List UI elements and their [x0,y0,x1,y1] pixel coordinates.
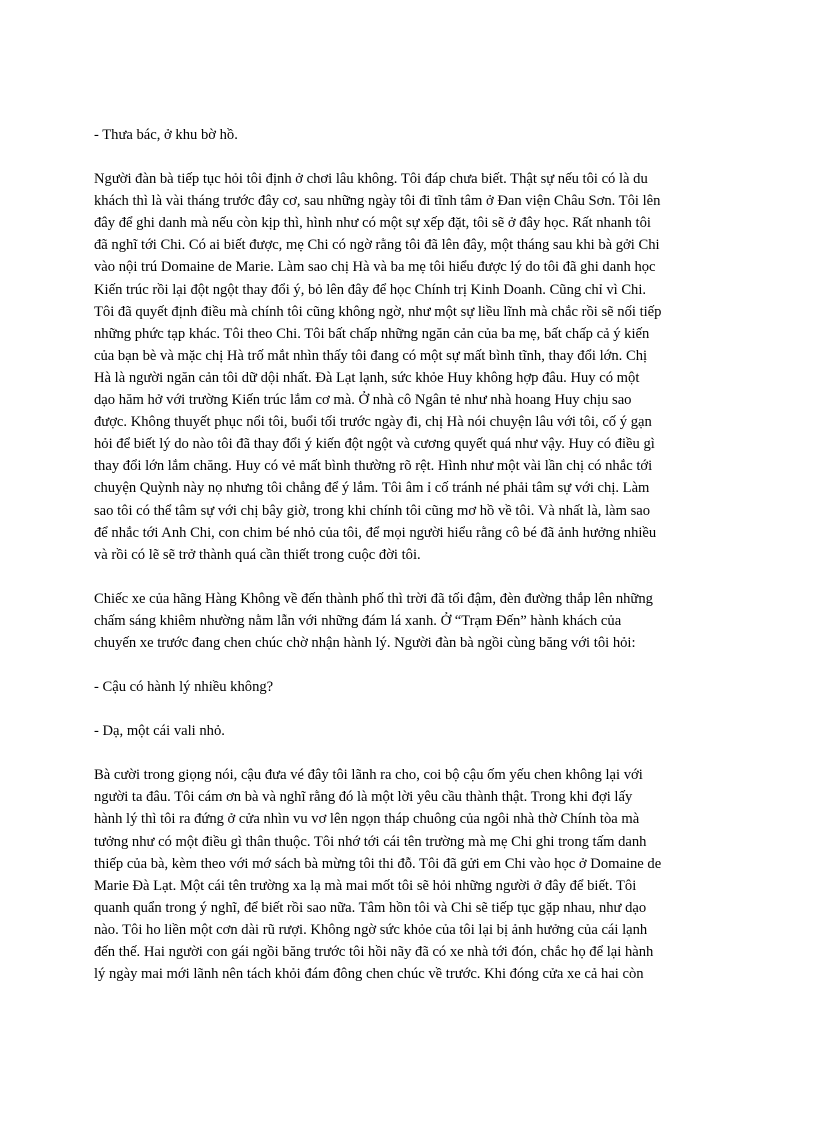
text-line: Marie Đà Lạt. Một cái tên trường xa lạ mà mai mốt tôi sẽ hỏi những người ở đây để biết. Tôi [94,877,637,894]
text-line: những phức tạp khác. Tôi theo Chi. Tôi bất chấp những ngăn cản của ba mẹ, bất chấp cả ý kiến [94,325,650,342]
text-line: và rồi có lẽ sẽ trở thành quá cần thiết trong cuộc đời tôi. [94,546,421,563]
paragraph [94,588,724,654]
text-line: Kiến trúc rồi lại đột ngột thay đổi ý, bỏ lên đây để học Chính trị Kinh Doanh. Cũng chỉ vì Chi. [94,281,647,298]
text-line: chấm sáng khiêm nhường nằm lẫn với những đám lá xanh. Ở “Trạm Đến” hành khách của [94,612,622,629]
text-line: chuyến xe trước đang chen chúc chờ nhận hành lý. Người đàn bà ngồi cùng băng với tôi hỏi: [94,634,636,651]
paragraph [94,168,724,566]
text-line: - Cậu có hành lý nhiều không? [94,679,274,696]
text-line: thay đổi lớn lắm chăng. Huy có vẻ mất bình thường rõ rệt. Hình như một vài lần chị có nhắc tới [94,458,653,475]
paragraph-gap [94,566,724,588]
text-line: Hà là người ngăn cản tôi dữ dội nhất. Đà Lạt lạnh, sức khỏe Huy không hợp đâu. Huy có một [94,369,640,386]
text-line: đây để ghi danh mà nếu còn kịp thì, hình như có một sự xếp đặt, tôi sẽ ở đây học. Rất nhanh tôi [94,215,651,232]
paragraph-gap [94,698,724,720]
paragraph-gap [94,742,724,764]
text-line: vào nội trú Domaine de Marie. Làm sao chị Hà và ba mẹ tôi hiểu được lý do tôi đã ghi danh học [94,259,656,276]
paragraph-gap [94,654,724,676]
text-line: - Thưa bác, ở khu bờ hồ. [94,127,238,143]
text-line: người ta đâu. Tôi cám ơn bà và nghĩ rằng đó là một lời yêu cầu thành thật. Trong khi đợi lấy [94,789,633,806]
paragraph [94,764,724,985]
text-line: thiếp của bà, kèm theo với mớ sách bà mừng tôi thi đỗ. Tôi đã gửi em Chi vào học ở Domaine de [94,855,662,872]
paragraph-gap [94,146,724,168]
text-line: được. Không thuyết phục nổi tôi, buổi tối trước ngày đi, chị Hà nói chuyện lâu với tôi, cố ý gạn [94,414,652,431]
text-line: chuyện Quỳnh này nọ nhưng tôi chẳng để ý lắm. Tôi âm ỉ cố tránh né phải tâm sự với chị. Làm [94,480,650,497]
text-line: lý ngày mai mới lãnh nên tách khỏi đám đông chen chúc về trước. Khi đóng cửa xe cả hai còn [94,966,644,983]
text-line: khách thì là vài tháng trước đây cơ, sau những ngày tôi đi tĩnh tâm ở Đan viện Châu Sơn. Tôi lên [94,193,661,210]
text-line: hỏi để biết lý do nào tôi đã thay đổi ý kiến đột ngột và cương quyết quá như vậy. Huy có điều gì [94,436,655,453]
text-line: Tôi đã quyết định điều mà chính tôi cũng không ngờ, như một sự liều lĩnh mà chắc rồi sẽ nối tiếp [94,303,662,320]
text-line: của bạn bè và mặc chị Hà trố mắt nhìn thấy tôi đang có một sự mất bình tĩnh, thay đổi lớn. Chị [94,347,648,364]
text-line: - Dạ, một cái vali nhỏ. [94,723,225,740]
text-line: sao tôi có thể tâm sự với chị bây giờ, trong khi chính tôi cũng mơ hồ về tôi. Và nhất là, làm sao [94,502,651,519]
text-line: Bà cười trong giọng nói, cậu đưa vé đây tôi lãnh ra cho, coi bộ cậu ốm yếu chen không lại với [94,767,643,784]
paragraph [94,124,724,146]
text-line: Chiếc xe của hãng Hàng Không về đến thành phố thì trời đã tối đậm, đèn đường thắp lên những [94,590,653,607]
paragraph [94,720,724,742]
text-line: để nhắc tới Anh Chi, con chim bé nhỏ của tôi, để mọi người hiểu rằng cô bé đã ảnh hưởng nhiều [94,524,657,541]
document-body [94,124,724,985]
text-line: đã nghĩ tới Chi. Có ai biết được, mẹ Chi có ngờ rằng tôi đã lên đây, một tháng sau khi bà gởi Chi [94,237,660,254]
text-line: tưởng như có một điều gì thân thuộc. Tôi nhớ tới cái tên trường mà mẹ Chi ghi trong tấm danh [94,833,647,850]
text-line: nào. Tôi ho liền một cơn dài rũ rượi. Không ngờ sức khỏe của tôi lại bị ảnh hưởng của cái lạnh [94,921,648,938]
text-line: dạo hăm hở với trường Kiến trúc lắm cơ mà. Ở nhà cô Ngân tẻ như nhà hoang Huy chịu sao [94,392,632,409]
paragraph [94,676,724,698]
text-line: hành lý thì tôi ra đứng ở cửa nhìn vu vơ lên ngọn tháp chuông của ngôi nhà thờ Chính tòa mà [94,811,640,828]
text-line: đến thế. Hai người con gái ngồi băng trước tôi hồi nãy đã có xe nhà tới đón, chắc họ để lại hành [94,944,654,960]
text-line: Người đàn bà tiếp tục hỏi tôi định ở chơi lâu không. Tôi đáp chưa biết. Thật sự nếu tôi có là du [94,171,648,188]
text-line: quanh quẩn trong ý nghĩ, để biết rồi sao nữa. Tâm hồn tôi và Chi sẽ tiếp tục gặp nhau, như dạo [94,899,647,916]
